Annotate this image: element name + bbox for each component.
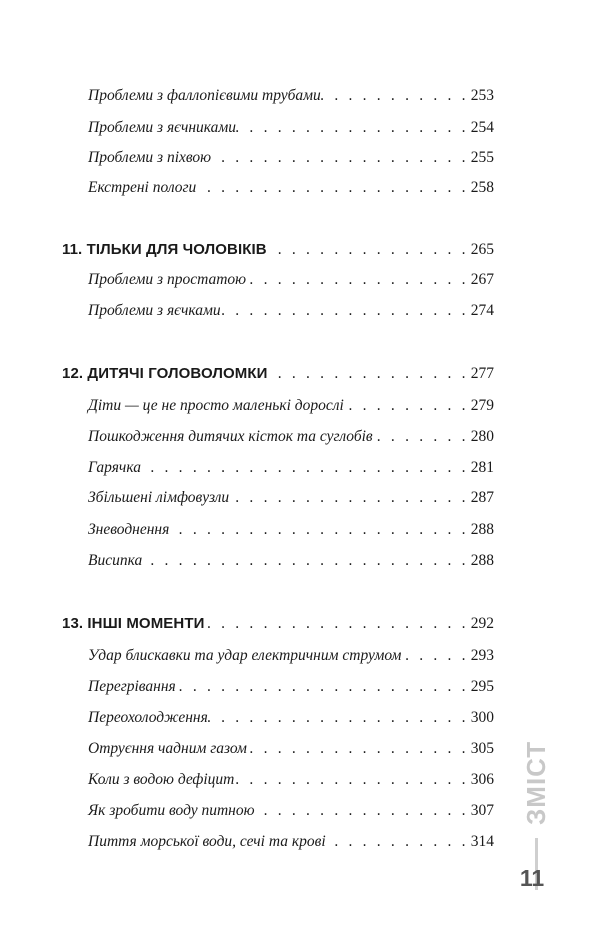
toc-entry: [88, 675, 494, 699]
toc-entry-page: 254: [470, 119, 494, 136]
dot-leader: [196, 176, 470, 200]
toc-entry-page: 274: [470, 302, 494, 319]
section-title: ЗМІСТ: [521, 740, 551, 826]
toc-entry: [88, 830, 494, 854]
dot-leader: [176, 675, 471, 699]
toc-entry-title: Удар блискавки та удар електричним струмом: [88, 647, 402, 664]
toc-entry: [88, 299, 494, 323]
toc-entry-page: 279: [470, 397, 494, 414]
toc-chapter-title: 11. ТІЛЬКИ ДЛЯ ЧОЛОВІКІВ: [62, 241, 267, 258]
toc-entry-title: Зневоднення: [88, 521, 170, 538]
toc-entry-page: 287: [470, 489, 494, 506]
dot-leader: [344, 394, 471, 418]
dot-leader: [169, 518, 470, 542]
toc-entry-page: 267: [470, 271, 494, 288]
dot-leader: [211, 146, 471, 170]
toc-entry-page: 258: [470, 179, 494, 196]
toc-entry-page: 253: [470, 87, 494, 104]
dot-leader: [401, 644, 470, 668]
toc-entry-page: 255: [470, 149, 494, 166]
dot-leader: [246, 268, 471, 292]
toc-entry: [88, 518, 494, 542]
toc-entry-page: 288: [470, 552, 494, 569]
toc-entry: [88, 268, 494, 292]
toc-entry-title: Перегрівання: [88, 678, 176, 695]
toc-entry-title: Проблеми з яєчками: [88, 302, 221, 319]
dot-leader: [229, 486, 471, 510]
toc-chapter: [62, 238, 494, 262]
toc-chapter: [62, 362, 494, 386]
toc-entry-title: Отруєння чадним газом: [88, 740, 247, 757]
toc-entry-page: 281: [470, 459, 494, 476]
page-number: 11: [519, 865, 545, 891]
dot-leader: [373, 425, 471, 449]
dot-leader: [141, 456, 471, 480]
toc-entry-page: 300: [470, 709, 494, 726]
dot-leader: [204, 612, 470, 636]
toc-entry-title: Коли з водою дефіцит: [88, 771, 235, 788]
toc-entry-title: Екстрені пологи: [88, 179, 197, 196]
toc-entry: [88, 84, 494, 108]
toc-entry-title: Діти — це не просто маленькі дорослі: [88, 397, 344, 414]
toc-entry: [88, 146, 494, 170]
toc-entry-title: Пиття морської води, сечі та крові: [88, 833, 326, 850]
toc-chapter-page: 265: [470, 241, 494, 258]
dot-leader: [267, 238, 471, 262]
toc-entry-page: 293: [470, 647, 494, 664]
toc-entry-page: 307: [470, 802, 494, 819]
toc-chapter-page: 292: [470, 615, 494, 632]
toc-entry-page: 314: [470, 833, 494, 850]
dot-leader: [267, 362, 470, 386]
toc-entry: [88, 768, 494, 792]
dot-leader: [142, 549, 471, 573]
toc-entry-title: Висипка: [88, 552, 143, 569]
toc-chapter-title: 12. ДИТЯЧІ ГОЛОВОЛОМКИ: [62, 365, 268, 382]
toc-entry-page: 306: [470, 771, 494, 788]
toc-entry-title: Проблеми з фаллопієвими трубами: [88, 87, 321, 104]
dot-leader: [255, 799, 471, 823]
toc-entry: [88, 394, 494, 418]
dot-leader: [321, 84, 471, 108]
toc-entry: [88, 116, 494, 140]
toc-entry: [88, 644, 494, 668]
dot-leader: [326, 830, 471, 854]
toc-chapter-page: 277: [470, 365, 494, 382]
toc-entry: [88, 425, 494, 449]
toc-entry: [88, 486, 494, 510]
toc-entry-title: Збільшені лімфовузли: [88, 489, 230, 506]
toc-entry: [88, 456, 494, 480]
toc-entry-title: Гарячка: [88, 459, 141, 476]
dot-leader: [221, 299, 471, 323]
toc-entry-title: Як зробити воду питною: [88, 802, 255, 819]
toc-chapter: [62, 612, 494, 636]
toc-entry-title: Пошкодження дитячих кісток та суглобів: [88, 428, 373, 445]
dot-leader: [234, 768, 470, 792]
toc-entry-title: Переохолодження: [88, 709, 208, 726]
toc-entry: [88, 176, 494, 200]
toc-entry: [88, 549, 494, 573]
toc-entry-title: Проблеми з яєчниками: [88, 119, 237, 136]
toc-entry-title: Проблеми з піхвою: [88, 149, 212, 166]
toc-entry-page: 288: [470, 521, 494, 538]
toc-entry-page: 305: [470, 740, 494, 757]
toc-entry-title: Проблеми з простатою: [88, 271, 247, 288]
toc-entry: [88, 737, 494, 761]
dot-leader: [236, 116, 471, 140]
dot-leader: [247, 737, 471, 761]
toc-entry: [88, 799, 494, 823]
dot-leader: [208, 706, 471, 730]
page-sidebar: [504, 738, 560, 918]
toc-entry-page: 280: [470, 428, 494, 445]
toc-entry: [88, 706, 494, 730]
toc-entry-page: 295: [470, 678, 494, 695]
toc-chapter-title: 13. ІНШІ МОМЕНТИ: [62, 615, 205, 632]
